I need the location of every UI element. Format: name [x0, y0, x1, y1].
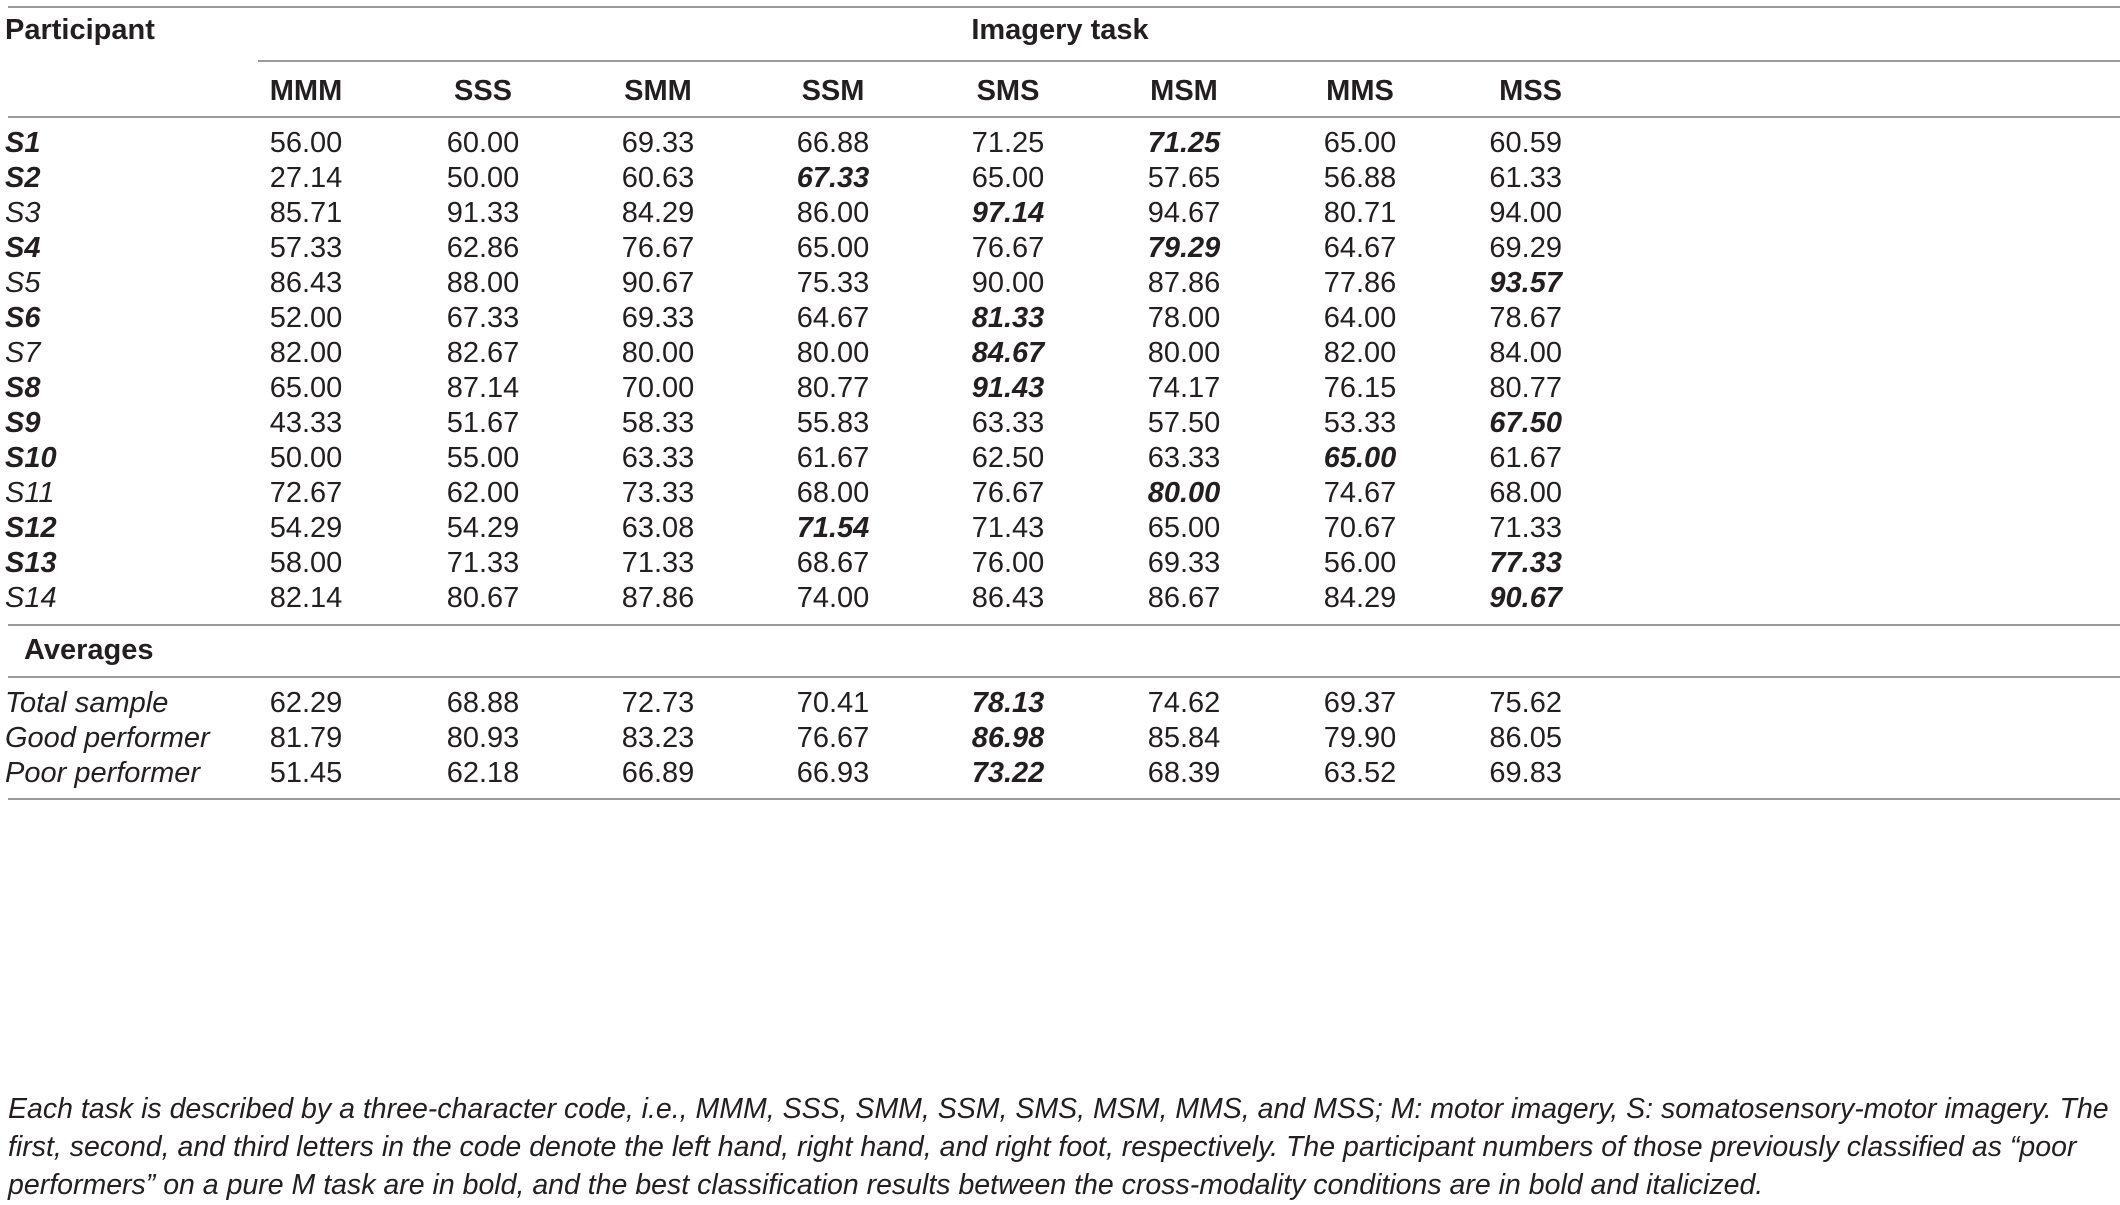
value-cell: 65.00 [971, 162, 1045, 194]
value-cell: 72.67 [269, 477, 343, 509]
table-row [5, 749, 2120, 797]
value-cell: 84.67 [971, 337, 1045, 369]
value-cell: 80.00 [796, 337, 870, 369]
value-cell: 91.43 [971, 372, 1045, 404]
value-cell: 81.79 [269, 722, 343, 754]
value-cell: 71.33 [621, 547, 695, 579]
task-header: MSM [1150, 75, 1218, 107]
value-cell: 58.33 [621, 407, 695, 439]
value-cell: 86.43 [269, 267, 343, 299]
value-cell: 57.33 [269, 232, 343, 264]
value-cell: 74.62 [1147, 687, 1221, 719]
value-cell: 82.14 [269, 582, 343, 614]
value-cell: 73.33 [621, 477, 695, 509]
value-cell: 50.00 [269, 442, 343, 474]
averages-heading-row [8, 626, 2120, 674]
row-label: S11 [5, 477, 55, 509]
value-cell: 79.29 [1147, 232, 1221, 264]
bottom-rule [8, 798, 2120, 800]
value-cell: 86.00 [796, 197, 870, 229]
table-row [5, 574, 2120, 622]
value-cell: 65.00 [1323, 442, 1397, 474]
value-cell: 68.88 [446, 687, 520, 719]
value-cell: 63.52 [1323, 757, 1397, 789]
value-cell: 52.00 [269, 302, 343, 334]
value-cell: 85.84 [1147, 722, 1221, 754]
header-row-1 [5, 6, 2120, 54]
value-cell: 63.33 [621, 442, 695, 474]
row-label: S4 [5, 232, 41, 264]
value-cell: 91.33 [446, 197, 520, 229]
value-cell: 85.71 [269, 197, 343, 229]
task-header: SMS [976, 75, 1040, 107]
value-cell: 76.15 [1323, 372, 1397, 404]
value-cell: 60.00 [446, 127, 520, 159]
value-cell: 76.67 [796, 722, 870, 754]
value-cell: 43.33 [269, 407, 343, 439]
value-cell: 73.22 [971, 757, 1045, 789]
value-cell: 67.33 [446, 302, 520, 334]
value-cell: 50.00 [446, 162, 520, 194]
value-cell: 67.33 [796, 162, 870, 194]
value-cell: 86.05 [1489, 722, 1562, 754]
value-cell: 80.93 [446, 722, 520, 754]
value-cell: 56.00 [269, 127, 343, 159]
value-cell: 78.67 [1489, 302, 1562, 334]
value-cell: 84.29 [1323, 582, 1397, 614]
row-label: S1 [5, 127, 41, 159]
value-cell: 70.67 [1323, 512, 1397, 544]
value-cell: 62.18 [446, 757, 520, 789]
row-label: Good performer [5, 722, 210, 754]
header-row-2 [8, 67, 2120, 115]
task-header: SMM [624, 75, 692, 107]
value-cell: 68.00 [1489, 477, 1562, 509]
value-cell: 76.67 [971, 232, 1045, 264]
value-cell: 80.67 [446, 582, 520, 614]
value-cell: 66.89 [621, 757, 695, 789]
value-cell: 80.00 [1147, 477, 1221, 509]
value-cell: 68.39 [1147, 757, 1221, 789]
value-cell: 62.29 [269, 687, 343, 719]
row-label: S7 [5, 337, 41, 369]
value-cell: 80.71 [1323, 197, 1397, 229]
value-cell: 76.67 [971, 477, 1045, 509]
row-label: S6 [5, 302, 41, 334]
table-footnote: Each task is described by a three-character code, i.e., MMM, SSS, SMM, SSM, SMS, MSM, MMS, and MSS; M: motor imagery, S: somatosensory-motor imagery. The first, second, and third letters in the code denote the left hand, right hand, and right foot, respectively. The participant numbers of those previously classified as “poor performers” on a pure M task are in bold, and the best classification results between the cross-modality conditions are in bold and italicized. [8, 1093, 2109, 1201]
value-cell: 56.88 [1323, 162, 1397, 194]
value-cell: 71.33 [446, 547, 520, 579]
row-label: S9 [5, 407, 41, 439]
participant-header: Participant [5, 14, 155, 46]
value-cell: 74.17 [1147, 372, 1221, 404]
imagery-task-rule [258, 60, 2120, 62]
value-cell: 63.33 [971, 407, 1045, 439]
value-cell: 68.00 [796, 477, 870, 509]
value-cell: 65.00 [1323, 127, 1397, 159]
value-cell: 90.67 [621, 267, 695, 299]
value-cell: 80.77 [796, 372, 870, 404]
value-cell: 93.57 [1489, 267, 1562, 299]
value-cell: 68.67 [796, 547, 870, 579]
value-cell: 63.33 [1147, 442, 1221, 474]
task-header: MMM [269, 75, 343, 107]
value-cell: 86.98 [971, 722, 1045, 754]
value-cell: 71.43 [971, 512, 1045, 544]
value-cell: 82.00 [1323, 337, 1397, 369]
value-cell: 64.67 [796, 302, 870, 334]
value-cell: 60.59 [1489, 127, 1562, 159]
value-cell: 69.37 [1323, 687, 1397, 719]
value-cell: 65.00 [269, 372, 343, 404]
value-cell: 78.00 [1147, 302, 1221, 334]
value-cell: 90.67 [1489, 582, 1562, 614]
row-label: Total sample [5, 687, 169, 719]
value-cell: 74.00 [796, 582, 870, 614]
value-cell: 80.00 [621, 337, 695, 369]
value-cell: 65.00 [796, 232, 870, 264]
value-cell: 57.50 [1147, 407, 1221, 439]
value-cell: 69.33 [621, 127, 695, 159]
value-cell: 71.54 [796, 512, 870, 544]
value-cell: 70.00 [621, 372, 695, 404]
value-cell: 83.23 [621, 722, 695, 754]
value-cell: 82.00 [269, 337, 343, 369]
value-cell: 84.00 [1489, 337, 1562, 369]
value-cell: 58.00 [269, 547, 343, 579]
value-cell: 94.00 [1489, 197, 1562, 229]
value-cell: 61.67 [796, 442, 870, 474]
value-cell: 80.00 [1147, 337, 1221, 369]
value-cell: 55.00 [446, 442, 520, 474]
value-cell: 86.67 [1147, 582, 1221, 614]
value-cell: 81.33 [971, 302, 1045, 334]
value-cell: 54.29 [269, 512, 343, 544]
value-cell: 51.67 [446, 407, 520, 439]
row-label: S2 [5, 162, 41, 194]
value-cell: 74.67 [1323, 477, 1397, 509]
row-label: S12 [5, 512, 57, 544]
value-cell: 75.62 [1489, 687, 1562, 719]
value-cell: 69.83 [1489, 757, 1562, 789]
value-cell: 75.33 [796, 267, 870, 299]
value-cell: 84.29 [621, 197, 695, 229]
value-cell: 67.50 [1489, 407, 1562, 439]
row-label: S10 [5, 442, 57, 474]
averages-rule [8, 676, 2120, 678]
value-cell: 72.73 [621, 687, 695, 719]
value-cell: 82.67 [446, 337, 520, 369]
value-cell: 62.00 [446, 477, 520, 509]
value-cell: 69.29 [1489, 232, 1562, 264]
value-cell: 64.00 [1323, 302, 1397, 334]
imagery-task-header: Imagery task [971, 14, 1149, 46]
row-label: S5 [5, 267, 41, 299]
value-cell: 63.08 [621, 512, 695, 544]
task-header: MMS [1326, 75, 1394, 107]
row-label: S3 [5, 197, 41, 229]
value-cell: 51.45 [269, 757, 343, 789]
value-cell: 87.86 [1147, 267, 1221, 299]
value-cell: 90.00 [971, 267, 1045, 299]
value-cell: 61.67 [1489, 442, 1562, 474]
value-cell: 77.33 [1489, 547, 1562, 579]
value-cell: 54.29 [446, 512, 520, 544]
value-cell: 57.65 [1147, 162, 1221, 194]
value-cell: 80.77 [1489, 372, 1562, 404]
row-label: S13 [5, 547, 57, 579]
value-cell: 56.00 [1323, 547, 1397, 579]
value-cell: 62.86 [446, 232, 520, 264]
value-cell: 76.00 [971, 547, 1045, 579]
value-cell: 27.14 [269, 162, 343, 194]
value-cell: 61.33 [1489, 162, 1562, 194]
value-cell: 87.86 [621, 582, 695, 614]
value-cell: 78.13 [971, 687, 1045, 719]
row-label: S8 [5, 372, 41, 404]
value-cell: 55.83 [796, 407, 870, 439]
value-cell: 69.33 [1147, 547, 1221, 579]
value-cell: 76.67 [621, 232, 695, 264]
value-cell: 71.25 [1147, 127, 1221, 159]
averages-heading: Averages [24, 634, 154, 666]
value-cell: 66.93 [796, 757, 870, 789]
value-cell: 87.14 [446, 372, 520, 404]
row-label: Poor performer [5, 757, 201, 789]
value-cell: 60.63 [621, 162, 695, 194]
task-header: MSS [1499, 75, 1562, 107]
value-cell: 79.90 [1323, 722, 1397, 754]
value-cell: 64.67 [1323, 232, 1397, 264]
value-cell: 94.67 [1147, 197, 1221, 229]
value-cell: 65.00 [1147, 512, 1221, 544]
value-cell: 66.88 [796, 127, 870, 159]
value-cell: 71.25 [971, 127, 1045, 159]
value-cell: 62.50 [971, 442, 1045, 474]
value-cell: 69.33 [621, 302, 695, 334]
header-rule [8, 116, 2120, 118]
value-cell: 77.86 [1323, 267, 1397, 299]
value-cell: 71.33 [1489, 512, 1562, 544]
value-cell: 86.43 [971, 582, 1045, 614]
value-cell: 70.41 [796, 687, 870, 719]
value-cell: 88.00 [446, 267, 520, 299]
task-header: SSS [453, 75, 513, 107]
value-cell: 53.33 [1323, 407, 1397, 439]
value-cell: 97.14 [971, 197, 1045, 229]
task-header: SSM [801, 75, 865, 107]
row-label: S14 [5, 582, 57, 614]
